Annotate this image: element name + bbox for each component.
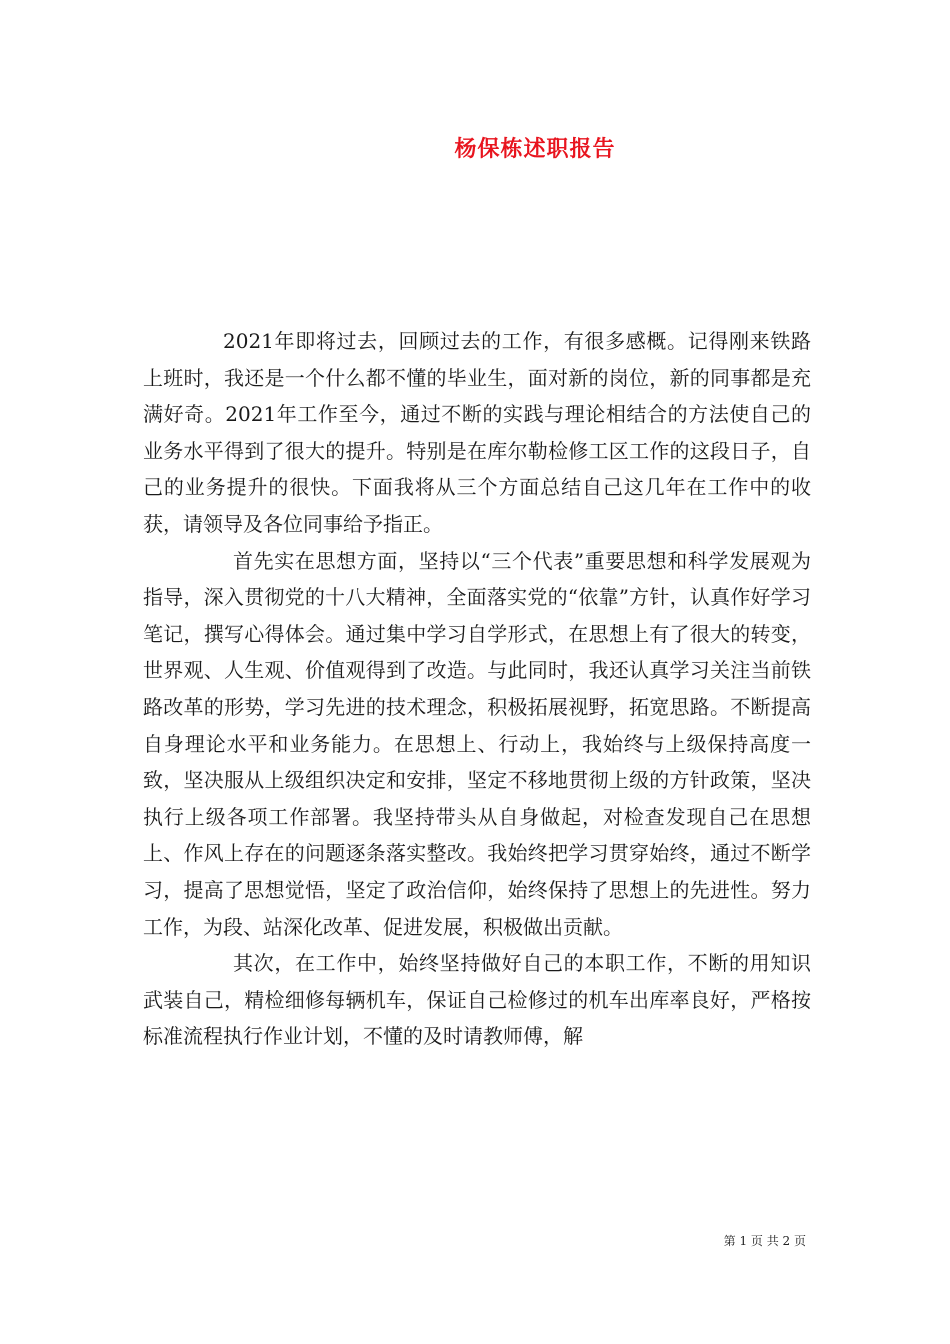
document-body — [143, 323, 811, 1055]
paragraph-3: 其次，在工作中，始终坚持做好自己的本职工作，不断的用知识武装自己，精检细修每辆机车，保证自己检修过的机车出库率良好，严格按标准流程执行作业计划，不懂的及时请教师傅，解 — [143, 951, 811, 1049]
paragraph-1: 2021年即将过去，回顾过去的工作，有很多感概。记得刚来铁路上班时，我还是一个什么都不懂的毕业生，面对新的岗位，新的同事都是充满好奇。2021年工作至今，通过不断的实践与理论相结合的方法使自己的业务水平得到了很大的提升。特别是在库尔勒检修工区工作的这段日子，自己的业务提升的很快。下面我将从三个方面总结自己这几年在工作中的收获，请领导及各位同事给予指正。 — [143, 329, 811, 536]
page-number-footer: 第 1 页 共 2 页 — [723, 1234, 806, 1248]
document-title: 杨保栋述职报告 — [454, 136, 616, 162]
paragraph-2: 首先实在思想方面，坚持以“三个代表”重要思想和科学发展观为指导，深入贯彻党的十八大精神，全面落实党的“依靠”方针，认真作好学习笔记，撰写心得体会。通过集中学习自学形式，在思想上有了很大的转变，世界观、人生观、价值观得到了改造。与此同时，我还认真学习关注当前铁路改革的形势，学习先进的技术理念，积极拓展视野，拓宽思路。不断提高自身理论水平和业务能力。在思想上、行动上，我始终与上级保持高度一致，坚决服从上级组织决定和安排，坚定不移地贯彻上级的方针政策，坚决执行上级各项工作部署。我坚持带头从自身做起，对检查发现自己在思想上、作风上存在的问题逐条落实整改。我始终把学习贯穿始终，通过不断学习，提高了思想觉悟，坚定了政治信仰，始终保持了思想上的先进性。努力工作，为段、站深化改革、促进发展，积极做出贡献。 — [143, 548, 811, 939]
